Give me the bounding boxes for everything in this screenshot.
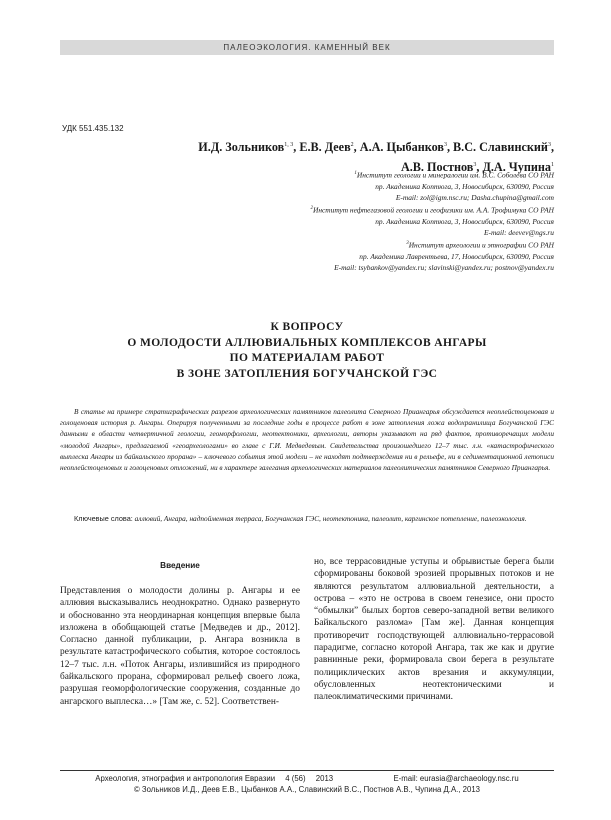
author: И.Д. Зольников$^{1, 3}$ <box>198 140 294 155</box>
section-heading-introduction: Введение <box>160 561 200 570</box>
author: В.С. Славинский$^3$ <box>453 140 551 155</box>
author: А.А. Цыбанков$^3$ <box>359 140 447 155</box>
author-line-2: А.В. Постнов$^3$, Д.А. Чупина$^1$ <box>400 160 554 175</box>
paragraph: Представления о молодости долины р. Ангары и ее аллювия высказывались неоднократно. Однако развернуто и обоснованно эта неординарная концепция впервые была изложена в обобщающей статье [Медведев и др., 2012]. Согласно данной публикации, р. Ангара возникла в результате катастрофического события, которое состоялось 12–7 тыс. л.н. «Поток Ангары, излившийся из природного байкальского прорана, сформировал рельеф своего ложа, разрушая геоморфологические сооружения, созданные до ангарского выплеска…» [Там же, с. 52]. Соответствен- <box>60 586 300 707</box>
journal-name: Археология, этнография и антропология Евразии <box>95 774 276 783</box>
keywords-text: аллювий, Ангара, надпойменная терраса, Богучанская ГЭС, неотектоника, палеолит, каргинское потепление, палеоэкология. <box>132 514 527 523</box>
author: Д.А. Чупина$^1$ <box>482 160 554 175</box>
author-line-1: И.Д. Зольников$^{1, 3}$, Е.В. Деев$^2$, А.А. Цыбанков$^3$, В.С. Славинский$^3$, <box>198 140 554 155</box>
affiliation-3: $^3$Институт археологии и этнографии СО РАН пр. Академика Лаврентьева, 17, Новосибирск, 630090, Россия E-mail: tsybankov@yandex.ru; slavinski@yandex.ru; postnov@yandex.ru <box>334 240 554 273</box>
affiliation-2: $^2$Институт нефтегазовой геологии и геофизики им. А.А. Трофимука СО РАН пр. Академика Коптюга, 3, Новосибирск, 630090, Россия E-mail: deevev@ngs.ru <box>310 205 554 237</box>
journal-issue: 4 (56) <box>285 774 306 783</box>
keywords <box>60 513 554 524</box>
author: А.В. Постнов$^3$ <box>400 160 477 175</box>
keywords-label: Ключевые слова: <box>74 514 133 523</box>
abstract: В статье на примере стратиграфических разрезов археологических памятников палеолита Северного Приангарья обсуждается неоплейстоценовая и голоценовая история р. Ангары. Оперируя полученными за последние годы в процессе работ в зоне затопления ложа водохранилища Богучанской ГЭС данными в области четвертичной геологии, геоморфологии, неотектоники, археологии, авторы указывают на ряд фактов, противоречащих модели «молодой Ангары», предлагаемой «геоархеологами» во главе с Г.И. Медведевым. Свидетельства произошедшего 12–7 тыс. л.н. «катастрофического выплеска Ангары из байкальского прорана» – ключевого события этой модели – не находят подтверждения ни в рельефе, ни в седиментационной летописи неоплейстоценовых и голоценовых отложений, ни в характере залегания археологических материалов палеолитических памятников Северного Приангарья. <box>60 407 554 473</box>
journal-email: E-mail: eurasia@archaeology.nsc.ru <box>393 774 519 783</box>
affiliations <box>170 168 554 273</box>
running-header: ПАЛЕОЭКОЛОГИЯ. КАМЕННЫЙ ВЕК <box>60 40 554 55</box>
author: Е.В. Деев$^2$ <box>299 140 354 155</box>
copyright: © Зольников И.Д., Деев Е.В., Цыбанков А.А., Славинский В.С., Постнов А.В., Чупина Д.А., 2013 <box>134 784 480 794</box>
body-column-right <box>314 556 554 704</box>
footer-rule <box>60 770 554 771</box>
page-footer <box>60 774 554 795</box>
udk-code: УДК 551.435.132 <box>62 124 124 133</box>
body-column-left <box>60 585 300 708</box>
affiliation-1: $^1$Институт геологии и минералогии им. В.С. Соболева СО РАН пр. Академика Коптюга, 3, Новосибирск, 630090, Россия E-mail: zol@igm.nsc.ru; Dasha.chupina@gmail.com <box>354 170 554 202</box>
journal-year: 2013 <box>315 774 334 783</box>
article-title: К ВОПРОСУ О МОЛОДОСТИ АЛЛЮВИАЛЬНЫХ КОМПЛЕКСОВ АНГАРЫ ПО МАТЕРИАЛАМ РАБОТ В ЗОНЕ ЗАТОПЛЕНИЯ БОГУЧАНСКОЙ ГЭС <box>127 321 487 380</box>
paragraph: но, все террасовидные уступы и обрывистые берега были сформированы боковой эрозией прорывных потоков и не являются результатом аллювиальной деятельности, а острова – «это не острова в своем генезисе, они просто “обмылки” былых бортов северо-западной ветви великого Байкальского разлома» [Там же]. Данная концепция противоречит господствующей аллювиально-террасовой парадигме, согласно которой Ангара, так же как и другие равнинные реки, формировала свои берега в результате полициклических актов врезания и аккумуляции, обусловленных неотектоническими и палеоклиматическими причинами. <box>314 557 554 703</box>
